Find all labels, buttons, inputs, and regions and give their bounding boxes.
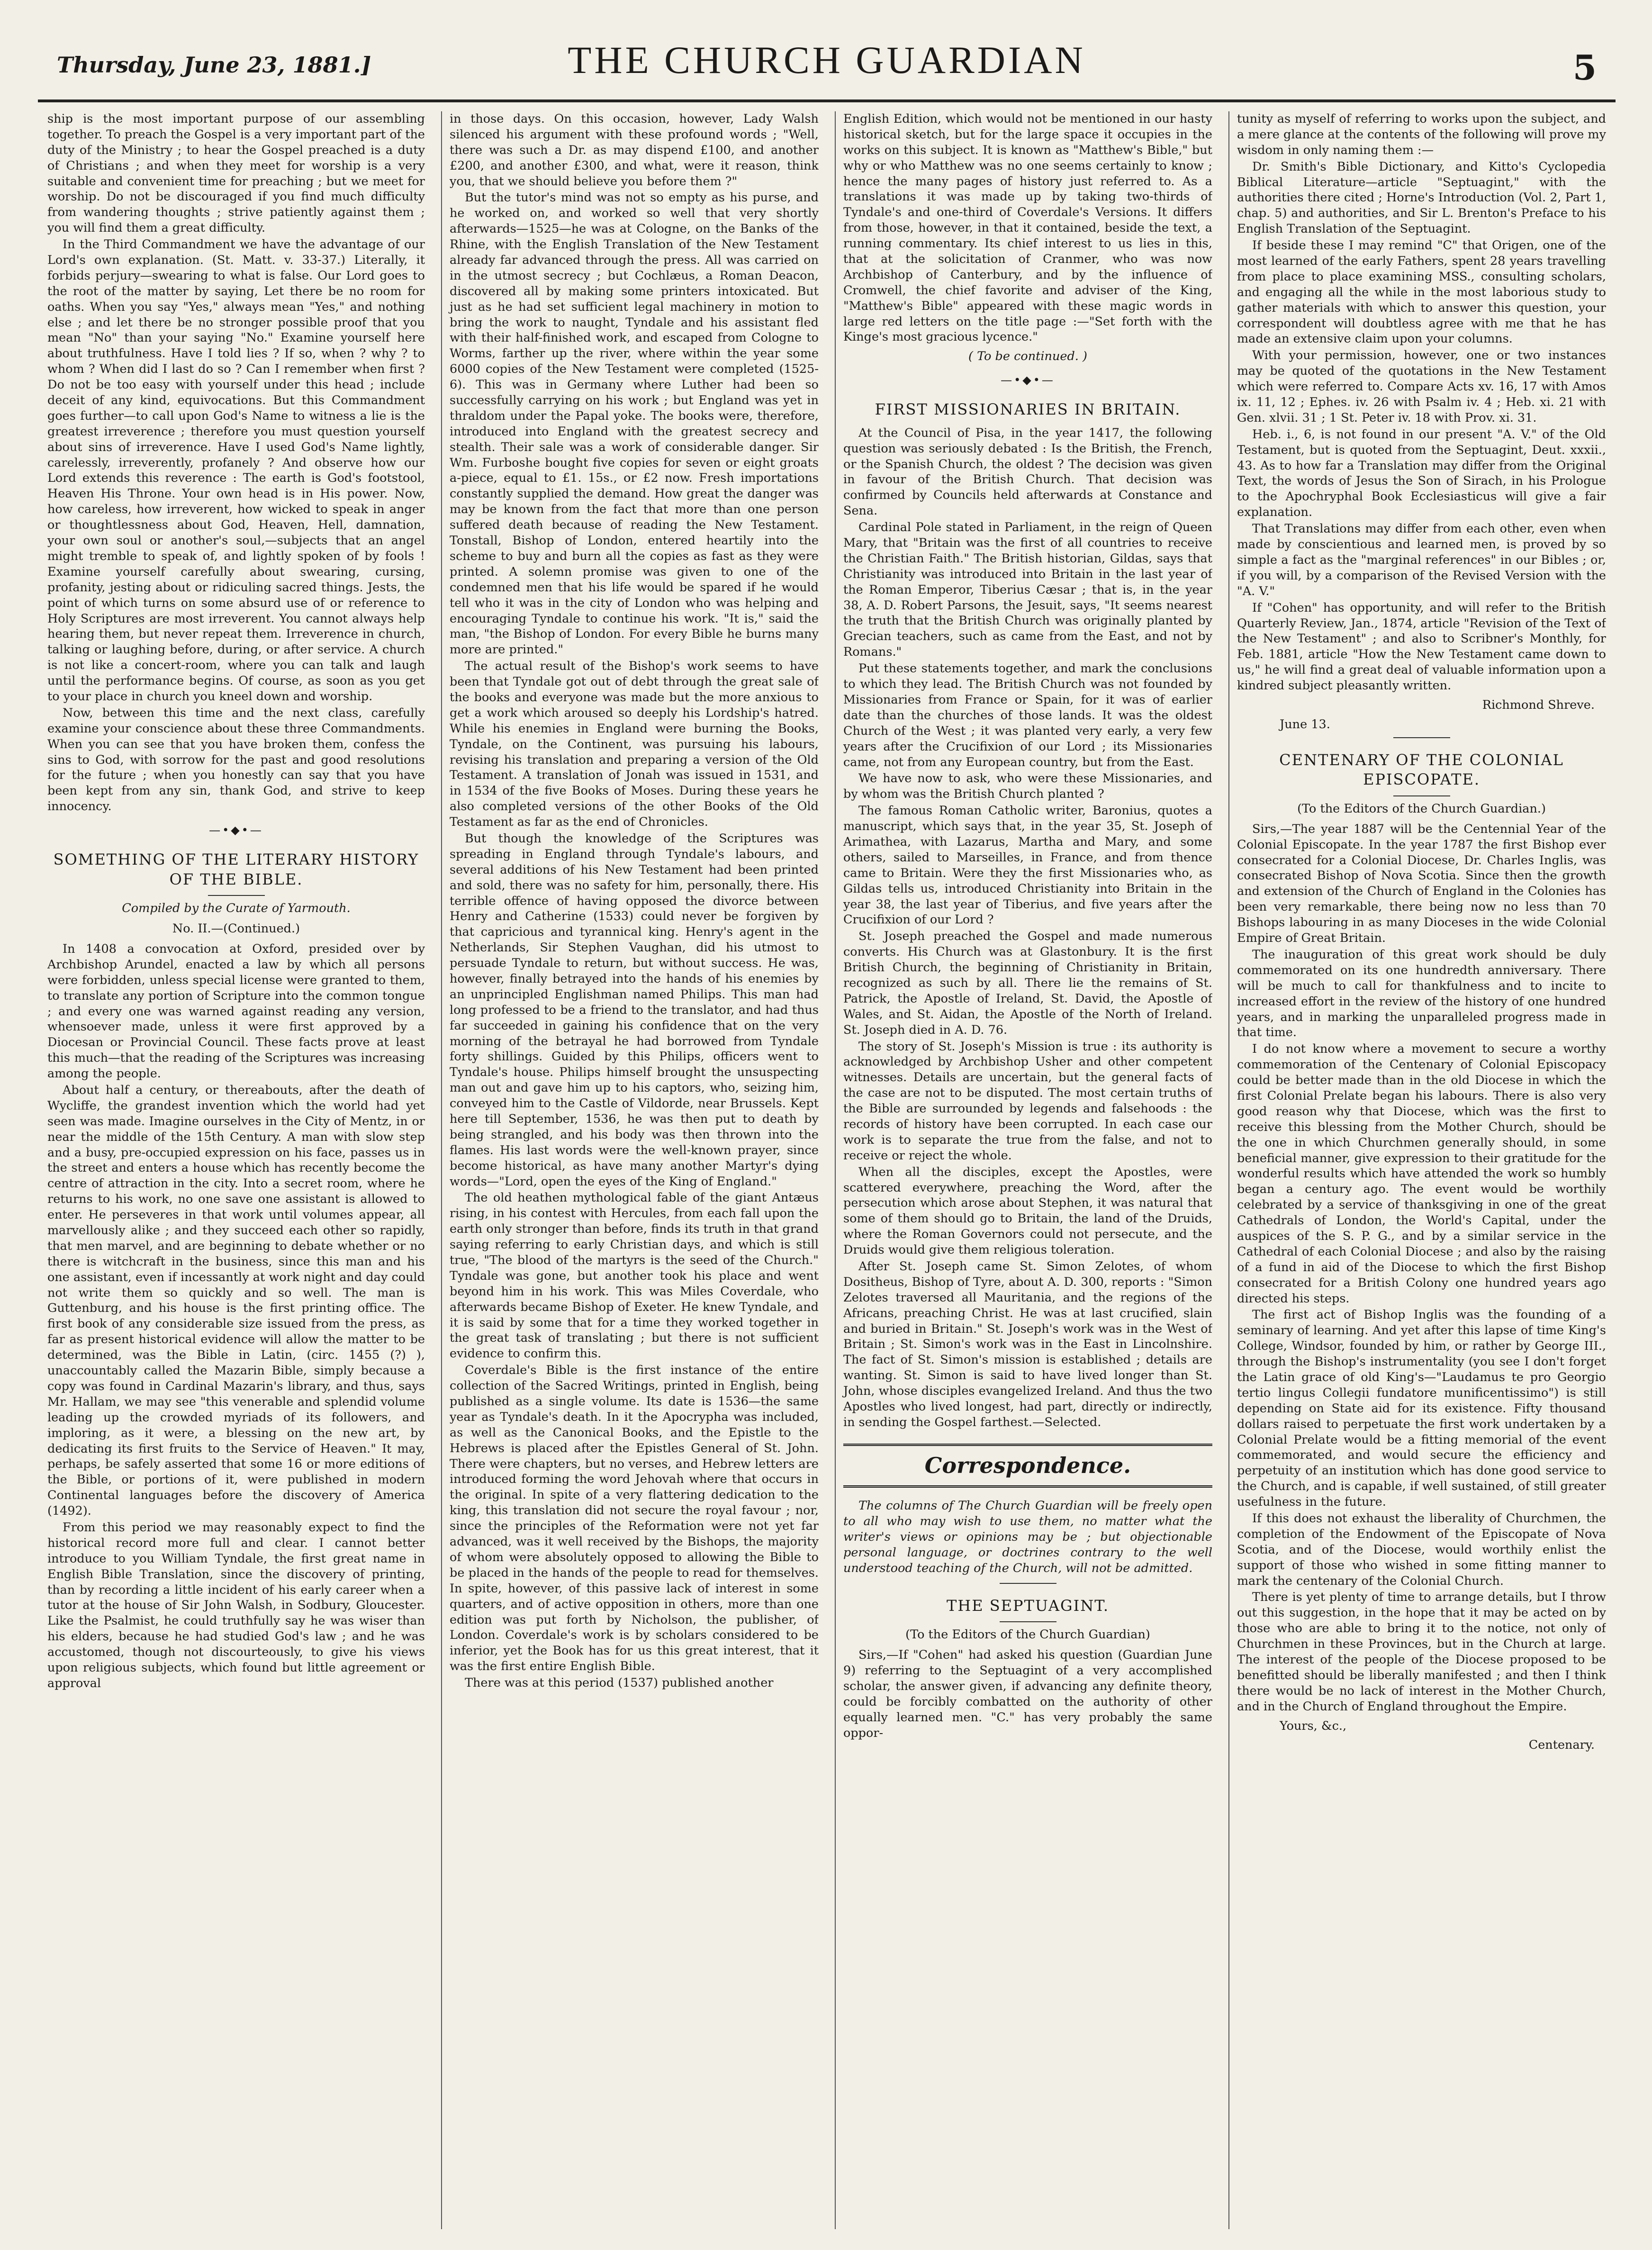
paragraph: There was at this period (1537) published another (465, 1676, 774, 1690)
paragraph: Put these statements together, and mark the conclusions to which they lead. The British Church was not founded by Missionaries from France or Spain, for it was of earlier date than the churches of those lands. It was the oldest Church of the West ; it was planted very early, a very few years after the Crucifixion of our Lord ; its Missionaries came, not from any European country, but from the East. (843, 661, 1212, 769)
paragraph: Dr. Smith's Bible Dictionary, and Kitto's Cyclopedia Biblical Literature—article "Septuagint," with the authorities there cited ; Horne's Introduction (Vol. 2, Part 1, chap. 5) and authorities, and Sir L. Brenton's Preface to his English Translation of the Septuagint. (1237, 159, 1606, 236)
paragraph: Cardinal Pole stated in Parliament, in the reign of Queen Mary, that "Britain was the first of all countries to receive the Christian Faith." The British historian, Gildas, says that Christianity was introduced into Britain in the last year of the Roman Emperor, Tiberius Cæsar ; that is, in the year 38, A. D. Robert Parsons, the Jesuit, says, "It seems nearest the truth that the British Church was originally planted by Grecian teachers, such as came from the East, and not by Romans." (843, 520, 1212, 660)
divider (1000, 1621, 1056, 1622)
paragraph: The first act of Bishop Inglis was the founding of a seminary of learning. And yet after this lapse of time King's College, Windsor, founded by him, or rather by George III., through the Bishop's instrumentality (you see I don't forget the Latin grace of old King's—"Laudamus te pro Georgio tertio lingus Collegii fundatore munificentissimo") is still depending on State aid for its existence. Fifty thousand dollars raised to perpetuate the first work undertaken by a Colonial Prelate would be a fitting memorial of the event commemorated, and would secure the efficiency and perpetuity of an institution which has done good service to the Church, and is capable, if well sustained, of still greater usefulness in the future. (1237, 1308, 1606, 1509)
column-4 (1228, 111, 1606, 2229)
paragraph: The famous Roman Catholic writer, Baronius, quotes a manuscript, which says that, in the year 35, St. Joseph of Arimathea, with Lazarus, Martha and Mary, and some others, sailed to Marseilles, in France, and from thence came to Britain. Were they the first Missionaries who, as Gildas tells us, introduced Christianity into Britain in the year 38, the last year of Tiberius, and five years after the Crucifixion of our Lord ? (843, 804, 1212, 927)
correspondence-heading: Correspondence. (843, 1444, 1212, 1488)
article-heading: FIRST MISSIONARIES IN BRITAIN. (875, 400, 1181, 419)
paragraph: St. Joseph preached the Gospel and made numerous converts. His Church was at Glastonbury. It is the first British Church, the beginning of Christianity in Britain, recognized as such by all. There lie the remains of St. Patrick, the Apostle of Ireland, St. David, the Apostle of Wales, and St. Aidan, the Apostle of the North of Ireland. St. Joseph died in A. D. 76. (843, 929, 1212, 1037)
letter-date: June 13. (1280, 717, 1330, 732)
paragraph: Coverdale's Bible is the first instance of the entire collection of the Sacred Writings, printed in English, being published as a single volume. Its date is 1536—the same year as Tyndale's death. In it the Apocrypha was included, as well as the Canonical Books, and the Epistle to the Hebrews is placed after the Epistles General of St. John. There were chapters, but no verses, and Hebrew letters are introduced forming the word Jehovah where that occurs in the original. In spite of a very flattering dedication to the king, this translation did not secure the royal favour ; nor, since the principles of the Reformation were not yet far advanced, was it well received by the Bishops, the majority of whom were absolutely opposed to allowing the Bible to be placed in the hands of the people to read for themselves. In spite, however, of this passive lack of interest in some quarters, and of active opposition in others, more than one edition was put forth by Nicholson, the publisher, of London. Coverdale's work is by scholars considered to be inferior, yet the Book has for us this great interest, that it was the first entire English Bible. (450, 1363, 819, 1674)
paragraph: ship is the most important purpose of our assembling together. To preach the Gospel is a very important part of the duty of the Ministry ; to hear the Gospel preached is a duty of Christians ; and when they meet for worship is a very suitable and convenient time for preaching ; but we meet for worship. Do not be discouraged if you find much difficulty from wandering thoughts ; strive patiently against them ; you will find them a great difficulty. (47, 112, 425, 235)
column-2 (441, 111, 819, 2229)
paragraph: At the Council of Pisa, in the year 1417, the following question was seriously debated : Is the British, the French, or the Spanish Church, the oldest ? The decision was given in favour of the British Church. That decision was confirmed by Councils held afterwards at Constance and Sena. (843, 425, 1212, 518)
ornament-divider: —•◆•— (209, 823, 263, 837)
paragraph: In the Third Commandment we have the advantage of our Lord's own explanation. (St. Matt. v. 33-37.) Literally, it forbids perjury—swearing to what is false. Our Lord goes to the root of the matter by saying, Let there be no room for oaths. When you say "Yes," always mean "Yes," and nothing else ; and let there be no stronger possible proof that you mean "No" than your saying "No." Examine yourself here about truthfulness. Have I told lies ? If so, when ? why ? to whom ? When did I last do so ? Can I remember when first ? Do not be too easy with yourself under this head ; include deceit of any kind, equivocations. But this Commandment goes further—to call upon God's Name to witness a lie is the greatest irreverence ; therefore you must question yourself about sins of irreverence. Have I used God's Name lightly, carelessly, irreverently, profanely ? And observe how our Lord extends this reverence : The earth is God's footstool, Heaven His Throne. Your own head is in His power. Now, how careless, how irreverent, how wicked to speak in anger or thoughtlessness about God, Heaven, Hell, damnation, your own soul or another's soul,—subjects that an angel might tremble to speak of, and lightly spoken of by fools ! Examine yourself carefully about swearing, cursing, profanity, jesting about or ridiculing sacred things. Jests, the point of which turns on some absurd use of or reference to Holy Scriptures are most irreverent. You cannot always help hearing them, but never repeat them. Irreverence in church, talking or laughing before, during, or after service. A church is not like a concert-room, where you can talk and laugh until the performance begins. Of course, as soon as you get to your place in church you kneel down and worship. (47, 237, 425, 704)
part-label: No. II.—(Continued.) (172, 922, 300, 936)
paragraph: Sirs,—If "Cohen" had asked his question (Guardian June 9) referring to the Septuagint of a very accomplished scholar, the answer given, if advancing any definite theory, could be forcibly combatted on the authority of other equally learned men. "C." has very probably the same oppor- (843, 1648, 1212, 1740)
divider (208, 895, 265, 896)
paragraph: We have now to ask, who were these Missionaries, and by whom was the British Church planted ? (843, 771, 1212, 802)
divider (1393, 795, 1450, 796)
issue-date: Thursday, June 23, 1881.] (57, 52, 371, 78)
paragraph: The old heathen mythological fable of the giant Antæus rising, in his contest with Hercules, from each fall upon the earth only stronger than before, finds its truth in that grand saying referring to early Christian days, and which is still true, "The blood of the martyrs is the seed of the Church." Tyndale was gone, but another took his place and went beyond him in his work. This was Miles Coverdale, who afterwards became Bishop of Exeter. He knew Tyndale, and it is said by some that for a time they worked together in the great task of translating ; but there is not sufficient evidence to confirm this. (450, 1191, 819, 1361)
divider (1000, 1583, 1056, 1584)
ornament-divider: —•◆•— (1001, 373, 1055, 387)
paragraph: Heb. i., 6, is not found in our present "A. V." of the Old Testament, but is quoted from the Septuagint, Deut. xxxii., 43. As to how far a Translation may differ from the Original Text, the words of Jesus the Son of Sirach, in his Prologue to the Apochryphal Book Ecclesiasticus will give a fair explanation. (1237, 427, 1606, 520)
addressee-line: (To the Editors of the Church Guardian.) (1297, 801, 1546, 816)
paragraph: About half a century, or thereabouts, after the death of Wycliffe, the grandest invention which the world had yet seen was made. Imagine ourselves in the City of Mentz, in or near the middle of the 15th Century. A man with slow step and a busy, pre-occupied expression on his face, passes us in the street and enters a house which has recently become the centre of attraction in the city. Into a secret room, where he returns to his work, no one save one assistant is allowed to enter. He perseveres in that work until volumes appear, all marvellously alike ; and they succeed each other so rapidly, that men marvel, and are beginning to debate whether or no there is witchcraft in the business, since this man and his one assistant, even if incessantly at work night and day could not write them so quickly and so well. The man is Guttenburg, and his house is the first printing office. The first book of any considerable size issued from the press, as far as present historical evidence will allow the matter to be determined, was the Bible in Latin, (circ. 1455 (?) ), unaccountably called the Mazarin Bible, simply because a copy was found in Cardinal Mazarin's library, and thus, says Mr. Hallam, we may see "this venerable and splendid volume leading up the crowded myriads of its followers, and imploring, as it were, a blessing on the new art, by dedicating its first fruits to the Service of Heaven." It may, perhaps, be safely asserted that some 16 or more editions of the Bible, or portions of it, were published in modern Continental languages before the discovery of America (1492). (47, 1083, 425, 1518)
paragraph: tunity as myself of referring to works upon the subject, and a mere glance at the contents of the following will prove my wisdom in only naming them :— (1237, 112, 1606, 157)
paragraph: English Edition, which would not be mentioned in our hasty historical sketch, but for the large space it occupies in the works on this subject. It is known as "Matthew's Bible," but why or who Matthew was no one seems certainly to know ; hence the many pages of history just referred to. As a translations it was made up by taking two-thirds of Tyndale's and one-third of Coverdale's Versions. It differs from those, however, in that it contained, beside the text, a running commentary. Its chief interest to us lies in this, that at the solicitation of Cranmer, who was now Archbishop of Canterbury, and by the influence of Cromwell, the chief favorite and adviser of the King, "Matthew's Bible" appeared with these magic words in large red letters on the title page :—"Set forth with the Kinge's most gracious lycence." (843, 112, 1212, 344)
divider (1393, 737, 1450, 738)
paragraph: But the tutor's mind was not so empty as his purse, and he worked on, and worked so well that very shortly afterwards—1525—he was at Cologne, on the Banks of the Rhine, with the English Translation of the New Testament already far advanced through the press. All was carried on in the utmost secrecy ; but Cochlæus, a Roman Deacon, discovered all by making some printers intoxicated. But just as he had set sufficient legal machinery in motion to bring the work to naught, Tyndale and his assistant fled with their half-finished work, and escaped from Cologne to Worms, farther up the river, where within the year some 6000 copies of the New Testament were completed (1525-6). This was in Germany where Luther had been so successfully carrying on his work ; but England was yet in thraldom under the Papal yoke. The books were, therefore, introduced into England with the greatest secrecy and stealth. Their sale was a work of considerable danger. Sir Wm. Furboshe bought five copies for seven or eight groats a-piece, equal to £1. 15s., or £2 now. Fresh importations constantly supplied the demand. How great the danger was may be known from the fact that more than one person suffered death because of reading the New Testament. Tonstall, Bishop of London, entered heartily into the scheme to buy and burn all the copies as fast as they were printed. A solemn promise was given to one of the condemned men that his life would be spared if he would tell who it was in the city of London who was helping and encouraging Tyndale to continue his work. "It is," said the man, "the Bishop of London. For every Bible he burns many more are printed." (450, 190, 819, 657)
addressee-line: (To the Editors of the Church Guardian) (905, 1627, 1150, 1642)
page-columns (47, 111, 1606, 2229)
article-heading: THE SEPTUAGINT. (946, 1596, 1110, 1615)
closing: Yours, &c., (1280, 1718, 1347, 1733)
signature: Richmond Shreve. (1482, 697, 1595, 712)
paragraph: Sirs,—The year 1887 will be the Centennial Year of the Colonial Episcopate. In the year 1787 the first Bishop ever consecrated for a Colonial Diocese, Dr. Charles Inglis, was consecrated Bishop of Nova Scotia. Since then the growth and extension of the Church of England in the Colonies has been very remarkable, there being now no less than 70 Bishops labouring in as many Dioceses in the wide Colonial Empire of Great Britain. (1237, 822, 1606, 946)
paragraph: The story of St. Joseph's Mission is true : its authority is acknowledged by Archbishop Usher and other competent witnesses. Details are uncertain, but the general facts of the case are not to be disputed. The most certain truths of the Bible are surrounded by legends and falsehoods : the records of history have been corrupted. In each case our work is to separate the true from the false, and not to receive or reject the whole. (843, 1039, 1212, 1163)
paragraph: But though the knowledge of the Scriptures was spreading in England through Tyndale's labours, and several additions of his New Testament had been printed and sold, there was no safety for him, personally, there. His terrible offence of having opposed the divorce between Henry and Catherine (1533) could never be forgiven by that capricious and tyrannical king. Henry's agent in the Netherlands, Sir Stephen Vaughan, did his utmost to persuade Tyndale to return, but without success. He was, however, finally betrayed into the hands of his enemies by an unprincipled Englishman named Philips. This man had long professed to be a friend to the translator, and had thus far succeeded in gaining his confidence that on the very morning of the betrayal he had borrowed from Tyndale forty shillings. Guided by this Philips, officers went to Tyndale's house. Philips himself brought the unsuspecting man out and gave him up to his captors, who, seizing him, conveyed him to the Castle of Vildorde, near Brussels. Kept here till September, 1536, he was then put to death by being strangled, and his body was then thrown into the flames. His last words were the well-known prayer, since become historical, as have many another Martyr's dying words—"Lord, open the eyes of the King of England." (450, 831, 819, 1189)
article-heading: CENTENARY OF THE COLONIAL EPISCOPATE. (1279, 750, 1564, 789)
paragraph: In 1408 a convocation at Oxford, presided over by Archbishop Arundel, enacted a law by which all persons were forbidden, unless special license were granted to them, to translate any portion of Scripture into the common tongue ; and every one was warned against reading any version, whensoever made, unless it were first approved by a Diocesan or Provincial Council. These facts prove at least this much—that the reading of the Scriptures was increasing among the people. (47, 942, 425, 1081)
newspaper-title: THE CHURCH GUARDIAN (568, 38, 1086, 81)
column-1 (47, 111, 425, 2229)
paragraph: Now, between this time and the next class, carefully examine your conscience about these three Commandments. When you can see that you have broken them, confess the sins to God, with sorrow for the past and good resolutions for the future ; when you honestly can say that you have been kept from any sin, thank God, and strive to keep innocency. (47, 705, 425, 814)
paragraph: From this period we may reasonably expect to find the historical record more full and clear. I cannot better introduce to you William Tyndale, the first great name in English Bible Translation, since the discovery of printing, than by recording a little incident of his early career when a tutor at the house of Sir John Walsh, in Sodbury, Gloucester. Like the Psalmist, he could truthfully say he was wiser than his elders, because he had studied God's law ; and he was accustomed, though not discourteously, to give his views upon religious subjects, which found but little agreement or approval (47, 1520, 425, 1690)
paragraph: If this does not exhaust the liberality of Churchmen, the completion of the Endowment of the Episcopate of Nova Scotia, and of the Diocese, would worthily enlist the support of those who wished in some fitting manner to mark the centenary of the Colonial Church. (1237, 1511, 1606, 1588)
paragraph: With your permission, however, one or two instances may be quoted of the quotations in the New Testament which were referred to. Compare Acts xv. 16, 17 with Amos ix. 11, 12 ; Ephes. iv. 26 with Psalm iv. 4 ; Heb. xi. 21 with Gen. xlvii. 31 ; 1 St. Peter iv. 18 with Prov. xi. 31. (1237, 348, 1606, 425)
paragraph: There is yet plenty of time to arrange details, but I throw out this suggestion, in the hope that it may be acted on by those who are able to bring it to the notice, not only of Churchmen in these Provinces, but in the Church at large. The interest of the people of the Diocese proposed to be benefitted should be liberally manifested ; and then I think there would be no lack of interest in the Mother Church, and in the Church of England throughout the Empire. (1237, 1590, 1606, 1714)
column-3 (835, 111, 1212, 2229)
paragraph: That Translations may differ from each other, even when made by conscientious and learned men, is proved by so simple a fact as the "marginal references" in our Bibles ; or, if you will, by a comparison of the Revised Version with the "A. V." (1237, 522, 1606, 598)
byline: Compiled by the Curate of Yarmouth. (122, 901, 351, 916)
paragraph: The inauguration of this great work should be duly commemorated on its one hundredth anniversary. There will be much to call for thankfulness and to incite to increased effort in the review of the history of one hundred years, and in marking the unparalleled progress made in that time. (1237, 947, 1606, 1040)
page-number: 5 (1572, 47, 1597, 88)
paragraph: If "Cohen" has opportunity, and will refer to the British Quarterly Review, Jan., 1874, article "Revision of the Text of the New Testament" ; and also to Scribner's Monthly, for Feb. 1881, article "How the New Testament came down to us," he will find a great deal of valuable information upon a kindred subject pleasantly written. (1237, 600, 1606, 693)
article-heading: SOMETHING OF THE LITERARY HISTORY OF THE BIBLE. (53, 850, 419, 888)
to-be-continued: ( To be continued. ) (968, 349, 1087, 364)
paragraph: After St. Joseph came St. Simon Zelotes, of whom Dositheus, Bishop of Tyre, about A. D. 300, reports : "Simon Zelotes traversed all Mauritania, and the regions of the Africans, preaching Christ. He was at last crucified, slain and buried in Britain." St. Joseph's work was in the West of Britain ; St. Simon's work was in the East in Lincolnshire. The fact of St. Simon's mission is established ; details are wanting. St. Simon is said to have lived longer than St. John, whose disciples evangelized Ireland. And thus the two Apostles who lived longest, had part, directly or indirectly, in sending the Gospel farthest.—Selected. (843, 1259, 1212, 1429)
paragraph: I do not know where a movement to secure a worthy commemoration of the Centenary of Colonial Episcopacy could be better made than in the old Diocese in which the first Colonial Prelate began his labours. There is also very good reason why that Diocese, which was the first to receive this blessing from the Mother Church, should be the one in which Churchmen generally should, in some beneficial manner, give expression to their gratitude for the wonderful results which have attended the work so humbly began a century ago. The event would be worthily celebrated by a service of thanksgiving in one of the great Cathedrals of London, the World's Capital, under the auspices of the S. P. G., and by a similar service in the Cathedral of each Colonial Diocese ; and also by the raising of a fund in aid of the Diocese to which the first Bishop consecrated for a British Colony one hundred years ago directed his steps. (1237, 1042, 1606, 1306)
editorial-notice: The columns of The Church Guardian will be freely open to all who may wish to use them, no matter what the writer's views or opinions may be ; but objectionable personal language, or doctrines contrary to the well understood teaching of the Church, will not be admitted. (843, 1499, 1212, 1575)
paragraph: When all the disciples, except the Apostles, were scattered everywhere, preaching the Word, after the persecution which arose about Stephen, it was natural that some of them should go to Britain, the land of the Druids, where the Roman Governors could not persecute, and the Druids would give them religious toleration. (843, 1165, 1212, 1257)
paragraph: The actual result of the Bishop's work seems to have been that Tyndale got out of debt through the great sale of the books and everyone was made but the more anxious to get a work which aroused so deeply his Lordship's hatred. While his enemies in England were burning the Books, Tyndale, on the Continent, was pursuing his labours, revising his translation and preparing a version of the Old Testament. A translation of Jonah was issued in 1531, and in 1534 of the five Books of Moses. During these years he also completed versions of the other Books of the Old Testament as far as the end of Chronicles. (450, 659, 819, 830)
paragraph: If beside these I may remind "C" that Origen, one of the most learned of the early Fathers, spent 28 years travelling from place to place examining MSS., consulting scholars, and engaging all the while in the most laborious study to gather materials with which to answer this question, your correspondent will doubtless agree with me that he has made an extensive claim upon your columns. (1237, 238, 1606, 346)
signature: Centenary. (1528, 1738, 1595, 1753)
paragraph: in those days. On this occasion, however, Lady Walsh silenced his argument with these profound words ; "Well, there was such a Dr. as may dispend £100, and another £200, and another £300, and what, were it reason, think you, that we should believe you before them ?" (450, 112, 819, 189)
masthead (38, 19, 1616, 102)
